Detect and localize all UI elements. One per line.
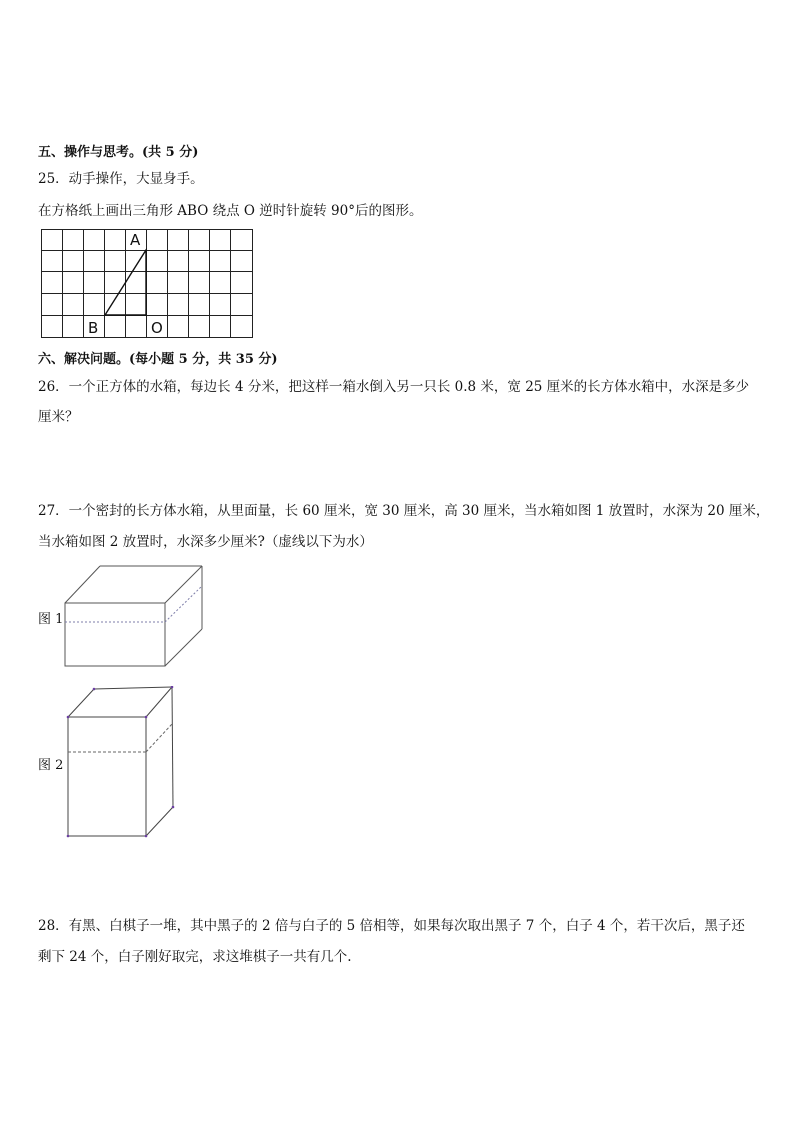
- figure-2-box: [66, 686, 178, 838]
- grid-figure: [41, 229, 256, 339]
- q28-line2: 剩下 24 个，白子刚好取完，求这堆棋子一共有几个.: [38, 949, 352, 965]
- figure-1-box: [64, 565, 206, 669]
- fig1-label: 图 1: [38, 612, 64, 627]
- q26-line2: 厘米？: [38, 409, 79, 425]
- section6-heading: 六、解决问题。(每小题 5 分，共 35 分): [38, 352, 278, 367]
- section5-heading: 五、操作与思考。(共 5 分): [38, 145, 199, 160]
- grid-lines: [41, 229, 253, 338]
- q25-text: 在方格纸上画出三角形 ABO 绕点 O 逆时针旋转 90°后的图形。: [38, 203, 423, 219]
- label-a: A: [130, 231, 141, 249]
- label-b: B: [88, 319, 99, 337]
- q26-line1: 26．一个正方体的水箱，每边长 4 分米，把这样一箱水倒入另一只长 0.8 米，宽 25 厘米的长方体水箱中，水深是多少: [38, 379, 750, 395]
- q27-line2: 当水箱如图 2 放置时，水深多少厘米?（虚线以下为水）: [38, 534, 373, 550]
- fig2-label: 图 2: [38, 758, 64, 773]
- q27-line1: 27．一个密封的长方体水箱，从里面量，长 60 厘米，宽 30 厘米，高 30 厘米，当水箱如图 1 放置时，水深为 20 厘米，: [38, 503, 770, 519]
- q28-line1: 28．有黑、白棋子一堆，其中黑子的 2 倍与白子的 5 倍相等，如果每次取出黑子 7 个，白子 4 个，若干次后，黑子还: [38, 918, 745, 934]
- q25-title: 25．动手操作，大显身手。: [38, 171, 204, 187]
- label-o: O: [151, 319, 163, 337]
